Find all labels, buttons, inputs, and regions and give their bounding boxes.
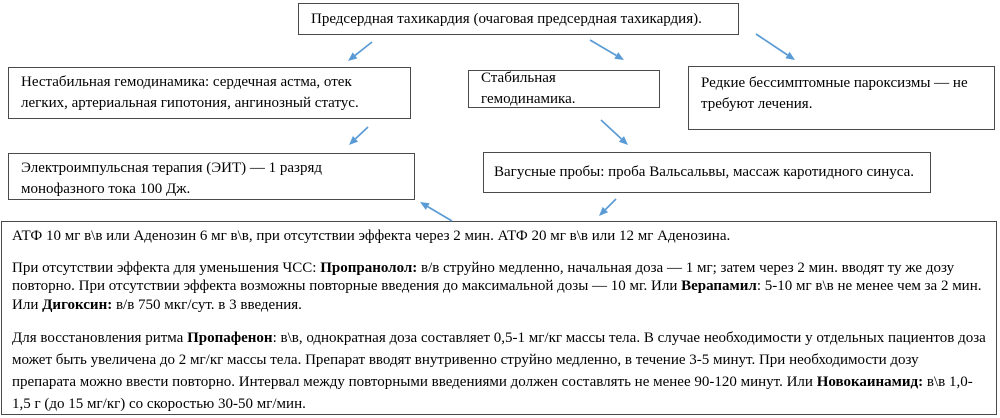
node-atrial-tachycardia-label: Предсердная тахикардия (очаговая предсердная тахикардия).: [311, 10, 702, 27]
node-rare-paroxysms-label: Редкие бессимптомные пароксизмы — не требуют лечения.: [701, 75, 968, 112]
drug-therapy-paragraph-rhythm-restore: Для восстановления ритма Пропафенон: в\в, однократная доза составляет 0,5-1 мг/кг массы тела. В случае необходимости у отдельных пациентов доза может быть увеличена до 2 мг/кг массы тела. Препарат вводят внутривенно струйно медленно, в течение 3-5 минут. При необходимости дозу препарата можно ввести повторно. Интервал между повторными введениями должен составлять не менее 90-120 минут. Или Новокаинамид: в\в 1,0-1,5 г (до 15 мг/кг) со скоростью 30-50 мг/мин.: [12, 330, 986, 413]
node-vagal-maneuvers: [483, 152, 931, 193]
arrow-top-to-stable-icon: [590, 40, 624, 60]
node-electropulse-therapy-label: Электроимпульсная терапия (ЭИТ) — 1 разряд монофазного тока 100 Дж.: [21, 160, 323, 197]
arrow-top-to-rare-icon: [756, 34, 795, 60]
node-drug-therapy: [1, 221, 997, 415]
arrow-vagal-to-drugs-icon: [599, 199, 616, 216]
node-unstable-hemodynamics-label: Нестабильная гемодинамика: сердечная астма, отек легких, артериальная гипотония, ангинозный статус.: [21, 74, 359, 111]
arrow-top-to-unstable-icon: [348, 42, 372, 61]
arrow-unstable-to-eit-icon: [349, 127, 368, 145]
node-vagal-maneuvers-label: Вагусные пробы: проба Вальсальвы, массаж каротидного синуса.: [494, 164, 915, 181]
drug-therapy-paragraph-atp: АТФ 10 мг в\в или Аденозин 6 мг в\в, при отсутствии эффекта через 2 мин. АТФ 20 мг в\в или 12 мг Аденозина.: [12, 228, 731, 244]
node-electropulse-therapy: [8, 153, 415, 200]
node-atrial-tachycardia: [298, 3, 739, 35]
node-unstable-hemodynamics: [8, 67, 411, 119]
node-stable-hemodynamics: [468, 70, 660, 108]
node-stable-hemodynamics-label: Стабильная гемодинамика.: [481, 70, 576, 107]
arrow-drugs-to-eit-icon: [420, 202, 452, 221]
drug-therapy-paragraph-rate-control: При отсутствии эффекта для уменьшения ЧСС: Пропранолол: в/в струйно медленно, начальная доза — 1 мг; затем через 2 мин. вводят ту же дозу повторно. При отсутствии эффекта возможны повторные введения до максимальной дозы — 10 мг. Или Верапамил: 5-10 мг в\в не менее чем за 2 мин. Или Дигоксин: в/в 750 мкг/сут. в 3 введения.: [12, 259, 982, 313]
node-rare-paroxysms: [688, 66, 995, 130]
arrow-stable-to-vagal-icon: [601, 120, 628, 145]
